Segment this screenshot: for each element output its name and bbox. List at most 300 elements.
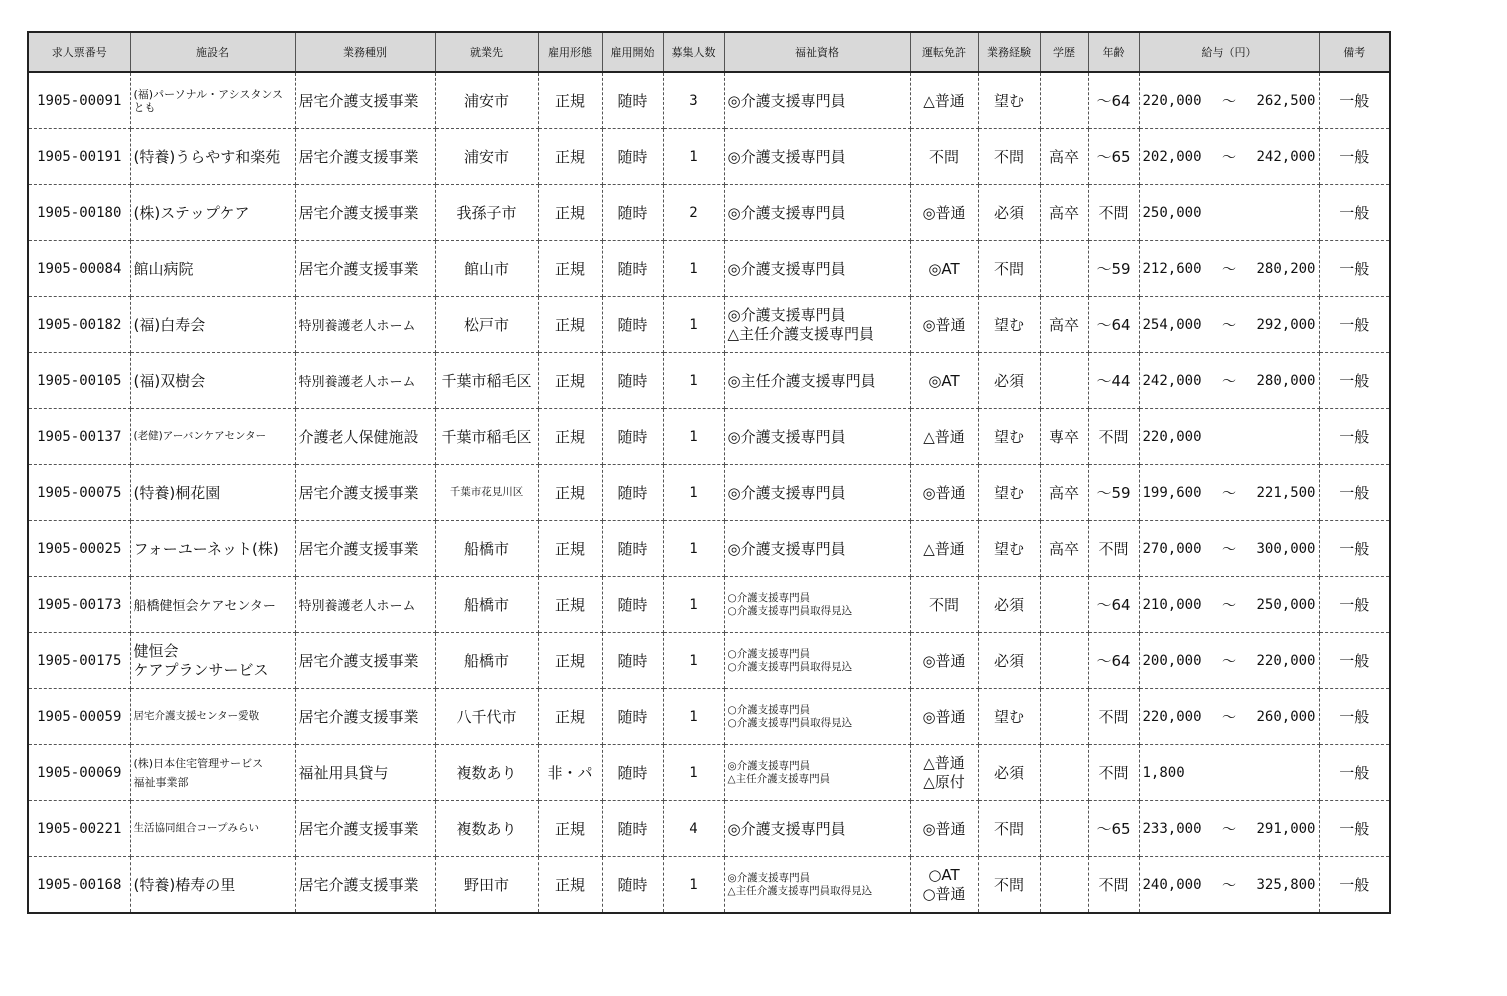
education-cell [1040, 633, 1088, 689]
age-cell: ～65 [1088, 801, 1139, 857]
qualification-cell [724, 577, 910, 633]
recruit-count-cell: 1 [663, 129, 724, 185]
license-cell: ◎普通 [910, 465, 978, 521]
qualification-line: ○介護支援専門員 [727, 591, 811, 604]
work-location-cell: 浦安市 [435, 129, 538, 185]
start-cell: 随時 [602, 129, 663, 185]
work-location-cell: 千葉市花見川区 [435, 465, 538, 521]
experience-cell: 望む [978, 521, 1040, 577]
job-table [27, 31, 1391, 914]
business-type-cell: 特別養護老人ホーム [295, 353, 435, 409]
license-cell: ◎普通 [910, 185, 978, 241]
qualification-line: ○介護支援専門員取得見込 [727, 716, 853, 729]
employment-type-cell: 正規 [538, 353, 602, 409]
facility-name-line: (株)日本住宅管理サービス [133, 756, 264, 770]
table-row [28, 521, 1390, 577]
work-location-cell: 松戸市 [435, 297, 538, 353]
qualification-cell: ◎介護支援専門員 [724, 465, 910, 521]
business-type-cell: 福祉用具貸与 [295, 745, 435, 801]
job-id-cell: 1905-00084 [28, 241, 130, 297]
employment-type-cell: 正規 [538, 72, 602, 129]
business-type-cell: 居宅介護支援事業 [295, 689, 435, 745]
recruit-count-cell: 1 [663, 745, 724, 801]
education-cell: 高卒 [1040, 521, 1088, 577]
salary-range [1143, 147, 1316, 167]
column-header: 福祉資格 [724, 32, 910, 72]
employment-type-cell: 正規 [538, 633, 602, 689]
qualification-line: ○介護支援専門員取得見込 [727, 604, 853, 617]
salary-max: 292,000 [1256, 316, 1316, 333]
note-cell: 一般 [1319, 689, 1390, 745]
work-location-cell: 八千代市 [435, 689, 538, 745]
facility-cell: 生活協同組合コープみらい [130, 801, 295, 857]
salary-max: 280,000 [1256, 372, 1316, 389]
salary-cell [1139, 577, 1319, 633]
table-row [28, 409, 1390, 465]
salary-separator: ～ [1222, 597, 1236, 614]
license-cell: ◎普通 [910, 801, 978, 857]
salary-cell [1139, 297, 1319, 353]
note-cell: 一般 [1319, 297, 1390, 353]
age-cell: 不問 [1088, 857, 1139, 914]
employment-type-cell: 正規 [538, 129, 602, 185]
facility-name-line: 健恒会 [133, 641, 179, 660]
experience-cell: 望む [978, 689, 1040, 745]
note-cell: 一般 [1319, 521, 1390, 577]
work-location-cell: 船橋市 [435, 633, 538, 689]
facility-cell [130, 633, 295, 689]
qualification-cell: ◎主任介護支援専門員 [724, 353, 910, 409]
work-location-cell: 我孫子市 [435, 185, 538, 241]
work-location-cell: 野田市 [435, 857, 538, 914]
work-location-cell: 複数あり [435, 801, 538, 857]
qualification-cell: ◎介護支援専門員 [724, 241, 910, 297]
salary-cell [1139, 745, 1319, 801]
salary-max: 291,000 [1256, 820, 1316, 837]
facility-cell: フォーユーネット(株) [130, 521, 295, 577]
salary-cell [1139, 633, 1319, 689]
table-header [28, 32, 1390, 72]
business-type-cell: 介護老人保健施設 [295, 409, 435, 465]
license-cell: △普通 [910, 521, 978, 577]
job-id-cell: 1905-00182 [28, 297, 130, 353]
recruit-count-cell: 1 [663, 465, 724, 521]
table-row [28, 241, 1390, 297]
age-cell: ～59 [1088, 241, 1139, 297]
employment-type-cell: 正規 [538, 465, 602, 521]
job-id-cell: 1905-00075 [28, 465, 130, 521]
recruit-count-cell: 1 [663, 857, 724, 914]
salary-min: 254,000 [1142, 316, 1202, 333]
start-cell: 随時 [602, 857, 663, 914]
age-cell: ～65 [1088, 129, 1139, 185]
recruit-count-cell: 1 [663, 409, 724, 465]
salary-cell [1139, 801, 1319, 857]
experience-cell: 必須 [978, 185, 1040, 241]
salary-min: 250,000 [1142, 204, 1202, 221]
qualification-cell: ◎介護支援専門員 [724, 521, 910, 577]
salary-min: 233,000 [1142, 820, 1202, 837]
salary-separator: ～ [1222, 877, 1236, 894]
employment-type-cell: 正規 [538, 857, 602, 914]
business-type-cell: 特別養護老人ホーム [295, 297, 435, 353]
education-cell [1040, 577, 1088, 633]
job-id-cell: 1905-00025 [28, 521, 130, 577]
qualification-cell [724, 633, 910, 689]
salary-range [1143, 315, 1316, 335]
column-header: 求人票番号 [28, 32, 130, 72]
column-header: 施設名 [130, 32, 295, 72]
recruit-count-cell: 1 [663, 521, 724, 577]
table-row [28, 72, 1390, 129]
salary-cell [1139, 521, 1319, 577]
salary-max: 300,000 [1256, 540, 1316, 557]
qualification-line: ◎介護支援専門員 [727, 759, 811, 772]
salary-separator: ～ [1222, 821, 1236, 838]
license-cell: 不問 [910, 577, 978, 633]
recruit-count-cell: 1 [663, 633, 724, 689]
start-cell: 随時 [602, 465, 663, 521]
salary-min: 202,000 [1142, 148, 1202, 165]
salary-range [1143, 595, 1316, 615]
salary-max: 220,000 [1256, 652, 1316, 669]
column-header: 学歴 [1040, 32, 1088, 72]
salary-cell [1139, 465, 1319, 521]
age-cell: 不問 [1088, 745, 1139, 801]
employment-type-cell: 正規 [538, 521, 602, 577]
salary-separator: ～ [1222, 541, 1236, 558]
education-cell [1040, 353, 1088, 409]
facility-cell: (福)パーソナル・アシスタンスとも [130, 72, 295, 129]
salary-min: 199,600 [1142, 484, 1202, 501]
salary-cell [1139, 857, 1319, 914]
start-cell: 随時 [602, 185, 663, 241]
education-cell [1040, 745, 1088, 801]
experience-cell: 不問 [978, 241, 1040, 297]
note-cell: 一般 [1319, 72, 1390, 129]
business-type-cell: 居宅介護支援事業 [295, 521, 435, 577]
qualification-cell [724, 857, 910, 914]
table-row [28, 297, 1390, 353]
salary-min: 200,000 [1142, 652, 1202, 669]
job-id-cell: 1905-00180 [28, 185, 130, 241]
salary-separator: ～ [1222, 373, 1236, 390]
salary-min: 210,000 [1142, 596, 1202, 613]
job-id-cell: 1905-00069 [28, 745, 130, 801]
age-cell: 不問 [1088, 689, 1139, 745]
salary-separator: ～ [1222, 709, 1236, 726]
employment-type-cell: 正規 [538, 241, 602, 297]
age-cell: ～64 [1088, 577, 1139, 633]
table-row [28, 801, 1390, 857]
salary-separator: ～ [1222, 317, 1236, 334]
experience-cell: 望む [978, 409, 1040, 465]
job-listing-sheet [27, 31, 1391, 914]
education-cell [1040, 801, 1088, 857]
qualification-cell: ◎介護支援専門員 [724, 801, 910, 857]
qualification-cell [724, 689, 910, 745]
note-cell: 一般 [1319, 633, 1390, 689]
start-cell: 随時 [602, 577, 663, 633]
qualification-cell: ◎介護支援専門員 [724, 129, 910, 185]
facility-cell: (特養)うらやす和楽苑 [130, 129, 295, 185]
license-cell [910, 857, 978, 914]
license-cell: ◎AT [910, 241, 978, 297]
column-header: 就業先 [435, 32, 538, 72]
license-line: △普通 [923, 753, 965, 772]
employment-type-cell: 正規 [538, 577, 602, 633]
employment-type-cell: 正規 [538, 409, 602, 465]
start-cell: 随時 [602, 409, 663, 465]
facility-cell: (特養)椿寿の里 [130, 857, 295, 914]
recruit-count-cell: 1 [663, 353, 724, 409]
salary-max: 262,500 [1256, 92, 1316, 109]
work-location-cell: 船橋市 [435, 577, 538, 633]
salary-range [1143, 765, 1316, 781]
business-type-cell: 居宅介護支援事業 [295, 185, 435, 241]
experience-cell: 望む [978, 465, 1040, 521]
table-row [28, 353, 1390, 409]
salary-separator: ～ [1222, 653, 1236, 670]
table-row [28, 745, 1390, 801]
salary-separator: ～ [1222, 485, 1236, 502]
note-cell: 一般 [1319, 801, 1390, 857]
employment-type-cell: 正規 [538, 689, 602, 745]
table-body [28, 72, 1390, 913]
license-line: ○AT [928, 865, 960, 884]
column-header: 給与（円） [1139, 32, 1319, 72]
table-row [28, 129, 1390, 185]
salary-min: 242,000 [1142, 372, 1202, 389]
business-type-cell: 居宅介護支援事業 [295, 241, 435, 297]
experience-cell: 必須 [978, 633, 1040, 689]
column-header: 業務経験 [978, 32, 1040, 72]
salary-cell [1139, 185, 1319, 241]
salary-cell [1139, 409, 1319, 465]
facility-cell: 船橋健恒会ケアセンター [130, 577, 295, 633]
header-row [28, 32, 1390, 72]
start-cell: 随時 [602, 801, 663, 857]
salary-separator: ～ [1222, 261, 1236, 278]
qualification-cell: ◎介護支援専門員 [724, 409, 910, 465]
business-type-cell: 居宅介護支援事業 [295, 72, 435, 129]
employment-type-cell: 正規 [538, 185, 602, 241]
facility-name-line: ケアプランサービス [133, 660, 269, 679]
work-location-cell: 船橋市 [435, 521, 538, 577]
salary-min: 240,000 [1142, 876, 1202, 893]
job-id-cell: 1905-00221 [28, 801, 130, 857]
work-location-cell: 浦安市 [435, 72, 538, 129]
salary-min: 220,000 [1142, 428, 1202, 445]
age-cell: ～64 [1088, 72, 1139, 129]
education-cell: 高卒 [1040, 185, 1088, 241]
salary-cell [1139, 241, 1319, 297]
license-cell: △普通 [910, 409, 978, 465]
job-id-cell: 1905-00191 [28, 129, 130, 185]
license-cell: 不問 [910, 129, 978, 185]
salary-separator: ～ [1222, 93, 1236, 110]
work-location-cell: 複数あり [435, 745, 538, 801]
facility-cell: (特養)桐花園 [130, 465, 295, 521]
salary-min: 1,800 [1142, 764, 1185, 781]
license-line: ○普通 [922, 884, 966, 903]
business-type-cell: 居宅介護支援事業 [295, 633, 435, 689]
recruit-count-cell: 1 [663, 689, 724, 745]
table-row [28, 577, 1390, 633]
license-line: △原付 [923, 772, 965, 791]
note-cell: 一般 [1319, 353, 1390, 409]
salary-max: 250,000 [1256, 596, 1316, 613]
job-id-cell: 1905-00173 [28, 577, 130, 633]
start-cell: 随時 [602, 689, 663, 745]
age-cell: ～64 [1088, 633, 1139, 689]
column-header: 雇用開始 [602, 32, 663, 72]
job-id-cell: 1905-00059 [28, 689, 130, 745]
education-cell [1040, 857, 1088, 914]
qualification-line: △主任介護支援専門員 [727, 324, 875, 343]
age-cell: ～44 [1088, 353, 1139, 409]
start-cell: 随時 [602, 241, 663, 297]
qualification-line: ◎介護支援専門員 [727, 305, 846, 324]
salary-max: 280,200 [1256, 260, 1316, 277]
age-cell: ～64 [1088, 297, 1139, 353]
facility-cell: (株)ステップケア [130, 185, 295, 241]
facility-cell: 館山病院 [130, 241, 295, 297]
experience-cell: 望む [978, 297, 1040, 353]
start-cell: 随時 [602, 521, 663, 577]
salary-max: 325,800 [1256, 876, 1316, 893]
business-type-cell: 居宅介護支援事業 [295, 465, 435, 521]
recruit-count-cell: 1 [663, 297, 724, 353]
qualification-line: ○介護支援専門員取得見込 [727, 660, 853, 673]
salary-cell [1139, 129, 1319, 185]
note-cell: 一般 [1319, 129, 1390, 185]
recruit-count-cell: 4 [663, 801, 724, 857]
license-cell: ◎普通 [910, 633, 978, 689]
experience-cell: 必須 [978, 577, 1040, 633]
age-cell: 不問 [1088, 185, 1139, 241]
table-row [28, 633, 1390, 689]
qualification-line: △主任介護支援専門員取得見込 [727, 884, 873, 897]
salary-range [1143, 651, 1316, 671]
table-row [28, 185, 1390, 241]
education-cell: 高卒 [1040, 129, 1088, 185]
age-cell: ～59 [1088, 465, 1139, 521]
job-id-cell: 1905-00105 [28, 353, 130, 409]
note-cell: 一般 [1319, 241, 1390, 297]
qualification-line: ○介護支援専門員 [727, 703, 811, 716]
qualification-line: ◎介護支援専門員 [727, 871, 811, 884]
start-cell: 随時 [602, 72, 663, 129]
salary-range [1143, 539, 1316, 559]
job-id-cell: 1905-00137 [28, 409, 130, 465]
qualification-cell [724, 745, 910, 801]
salary-max: 221,500 [1256, 484, 1316, 501]
salary-range [1143, 429, 1316, 445]
salary-range [1143, 875, 1316, 895]
recruit-count-cell: 3 [663, 72, 724, 129]
salary-range [1143, 707, 1316, 727]
salary-cell [1139, 72, 1319, 129]
business-type-cell: 特別養護老人ホーム [295, 577, 435, 633]
note-cell: 一般 [1319, 185, 1390, 241]
facility-cell: 居宅介護支援センター愛敬 [130, 689, 295, 745]
education-cell: 高卒 [1040, 465, 1088, 521]
column-header: 募集人数 [663, 32, 724, 72]
business-type-cell: 居宅介護支援事業 [295, 801, 435, 857]
education-cell [1040, 72, 1088, 129]
experience-cell: 不問 [978, 857, 1040, 914]
experience-cell: 不問 [978, 129, 1040, 185]
column-header: 年齢 [1088, 32, 1139, 72]
employment-type-cell: 非・パ [538, 745, 602, 801]
age-cell: 不問 [1088, 521, 1139, 577]
work-location-cell: 千葉市稲毛区 [435, 353, 538, 409]
facility-name-line: 福祉事業部 [133, 775, 189, 789]
work-location-cell: 千葉市稲毛区 [435, 409, 538, 465]
start-cell: 随時 [602, 353, 663, 409]
start-cell: 随時 [602, 297, 663, 353]
table-row [28, 465, 1390, 521]
license-cell: ◎普通 [910, 689, 978, 745]
salary-min: 270,000 [1142, 540, 1202, 557]
license-cell [910, 745, 978, 801]
note-cell: 一般 [1319, 577, 1390, 633]
education-cell: 専卒 [1040, 409, 1088, 465]
experience-cell: 必須 [978, 745, 1040, 801]
salary-max: 260,000 [1256, 708, 1316, 725]
salary-range [1143, 371, 1316, 391]
salary-min: 220,000 [1142, 708, 1202, 725]
salary-min: 220,000 [1142, 92, 1202, 109]
education-cell: 高卒 [1040, 297, 1088, 353]
experience-cell: 不問 [978, 801, 1040, 857]
facility-cell: (福)白寿会 [130, 297, 295, 353]
education-cell [1040, 689, 1088, 745]
salary-max: 242,000 [1256, 148, 1316, 165]
employment-type-cell: 正規 [538, 297, 602, 353]
table-row [28, 689, 1390, 745]
recruit-count-cell: 2 [663, 185, 724, 241]
salary-range [1143, 819, 1316, 839]
job-id-cell: 1905-00175 [28, 633, 130, 689]
license-cell: ◎普通 [910, 297, 978, 353]
qualification-line: △主任介護支援専門員 [727, 772, 831, 785]
employment-type-cell: 正規 [538, 801, 602, 857]
qualification-line: ○介護支援専門員 [727, 647, 811, 660]
salary-cell [1139, 353, 1319, 409]
facility-cell: (福)双樹会 [130, 353, 295, 409]
license-cell: ◎AT [910, 353, 978, 409]
facility-cell [130, 745, 295, 801]
note-cell: 一般 [1319, 745, 1390, 801]
recruit-count-cell: 1 [663, 577, 724, 633]
qualification-cell: ◎介護支援専門員 [724, 185, 910, 241]
column-header: 運転免許 [910, 32, 978, 72]
salary-range [1143, 483, 1316, 503]
start-cell: 随時 [602, 745, 663, 801]
salary-min: 212,600 [1142, 260, 1202, 277]
column-header: 雇用形態 [538, 32, 602, 72]
education-cell [1040, 241, 1088, 297]
work-location-cell: 館山市 [435, 241, 538, 297]
facility-cell: (老健)アーバンケアセンター [130, 409, 295, 465]
license-cell: △普通 [910, 72, 978, 129]
salary-separator: ～ [1222, 149, 1236, 166]
salary-range [1143, 91, 1316, 111]
experience-cell: 必須 [978, 353, 1040, 409]
note-cell: 一般 [1319, 409, 1390, 465]
